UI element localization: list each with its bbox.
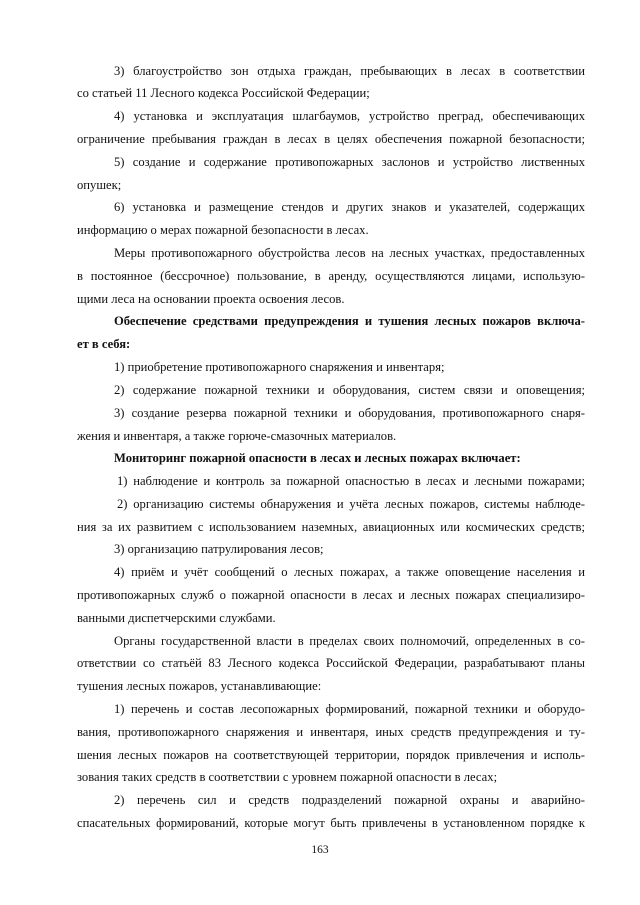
text-line-2: со статьей 11 Лесного кодекса Российской Федерации; bbox=[77, 86, 370, 100]
text-line-20: 4) приём и учёт сообщений о лесных пожарах, а также оповещение населения и bbox=[114, 565, 585, 579]
page-number: 163 bbox=[311, 844, 329, 856]
text-line-14: 3) создание резерва пожарной техники и оборудования, противопожарного снаря- bbox=[114, 406, 585, 420]
heading-line-3: Мониторинг пожарной опасности в лесах и лесных пожарах включает: bbox=[114, 451, 521, 465]
text-line-28: шения лесных пожаров на соответствующей территории, порядок привлечения и исполь- bbox=[77, 748, 585, 762]
text-line-27: вания, противопожарного снаряжения и инвентаря, иных средств предупреждения и ту- bbox=[77, 725, 585, 739]
text-line-5: 5) создание и содержание противопожарных заслонов и устройство лиственных bbox=[114, 155, 585, 169]
text-line-19: 3) организацию патрулирования лесов; bbox=[114, 542, 324, 556]
text-line-15: жения и инвентаря, а также горюче-смазочных материалов. bbox=[77, 429, 397, 443]
text-line-17: 2) организацию системы обнаружения и учёта лесных пожаров, системы наблюде- bbox=[117, 497, 585, 511]
text-line-3: 4) установка и эксплуатация шлагбаумов, устройство преград, обеспечивающих bbox=[114, 109, 585, 123]
text-line-4: ограничение пребывания граждан в лесах в целях обеспечения пожарной безопасности; bbox=[77, 132, 585, 146]
text-line-9: Меры противопожарного обустройства лесов на лесных участках, предоставленных bbox=[114, 246, 585, 260]
heading-line-2: ет в себя: bbox=[77, 337, 131, 351]
heading-line-1: Обеспечение средствами предупреждения и тушения лесных пожаров включа- bbox=[114, 314, 585, 328]
text-line-31: спасательных формирований, которые могут быть привлечены в установленном порядке к bbox=[77, 816, 585, 830]
text-line-13: 2) содержание пожарной техники и оборудования, систем связи и оповещения; bbox=[114, 383, 585, 397]
text-line-11: щими леса на основании проекта освоения лесов. bbox=[77, 292, 345, 306]
text-line-8: информацию о мерах пожарной безопасности в лесах. bbox=[77, 223, 369, 237]
text-line-1: 3) благоустройство зон отдыха граждан, пребывающих в лесах в соответствии bbox=[114, 64, 585, 78]
text-line-25: тушения лесных пожаров, устанавливающие: bbox=[77, 679, 322, 693]
text-line-18: ния за их развитием с использованием наземных, авиационных или космических средств; bbox=[77, 520, 585, 534]
text-line-26: 1) перечень и состав лесопожарных формирований, пожарной техники и оборудо- bbox=[114, 702, 585, 716]
text-line-30: 2) перечень сил и средств подразделений пожарной охраны и аварийно- bbox=[114, 793, 585, 807]
text-line-23: Органы государственной власти в пределах своих полномочий, определенных в со- bbox=[114, 634, 585, 648]
text-line-6: опушек; bbox=[77, 178, 122, 192]
text-line-10: в постоянное (бессрочное) пользование, в аренду, осуществляются лицами, использую- bbox=[77, 269, 585, 283]
text-line-12: 1) приобретение противопожарного снаряжения и инвентаря; bbox=[114, 360, 445, 374]
text-line-21: противопожарных служб о пожарной опасности в лесах и лесных пожарах специализиро- bbox=[77, 588, 585, 602]
text-line-24: ответствии со статьёй 83 Лесного кодекса Российской Федерации, разрабатывают планы bbox=[77, 656, 585, 670]
text-line-22: ванными диспетчерскими службами. bbox=[77, 611, 276, 625]
text-line-7: 6) установка и размещение стендов и других знаков и указателей, содержащих bbox=[114, 200, 585, 214]
text-line-16: 1) наблюдение и контроль за пожарной опасностью в лесах и лесными пожарами; bbox=[117, 474, 585, 488]
text-line-29: зования таких средств в соответствии с уровнем пожарной опасности в лесах; bbox=[77, 770, 498, 784]
